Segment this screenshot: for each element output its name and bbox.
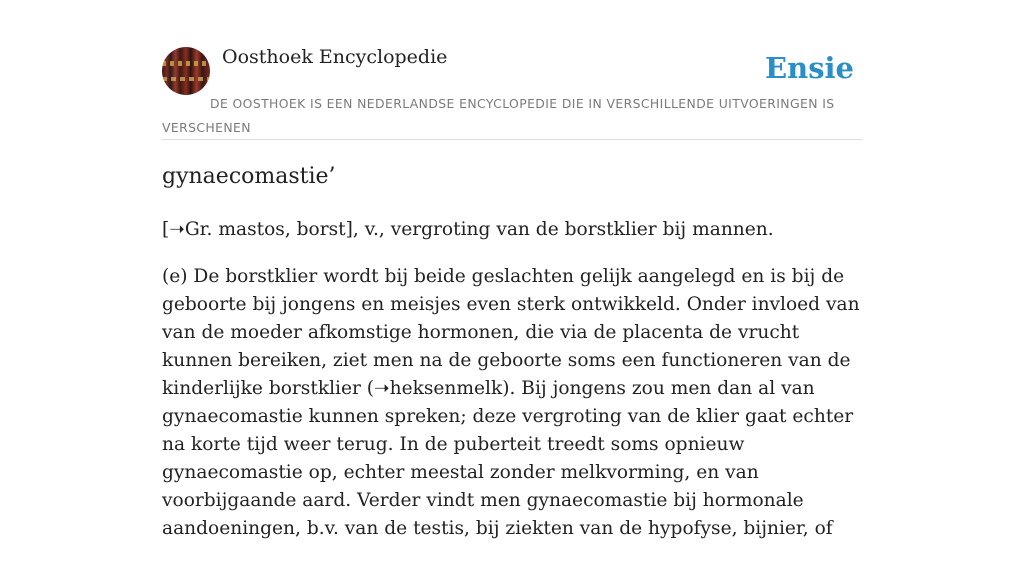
ensie-logo[interactable]: Ensie xyxy=(765,51,854,85)
site-name-link[interactable]: Oosthoek Encyclopedie xyxy=(222,46,448,68)
entry-definition: [➝Gr. mastos, borst], v., vergroting van de borstklier bij mannen. xyxy=(162,219,774,240)
entry-content xyxy=(162,216,862,562)
site-tagline: DE OOSTHOEK IS EEN NEDERLANDSE ENCYCLOPEDIE DIE IN VERSCHILLENDE UITVOERINGEN IS VERSCHENEN xyxy=(162,96,835,135)
encyclopedia-avatar[interactable] xyxy=(162,47,210,95)
entry-title: gynaecomastie’ xyxy=(162,164,336,189)
header-divider xyxy=(162,139,862,140)
entry-body-paragraph: (e) De borstklier wordt bij beide geslachten gelijk aangelegd en is bij de geboorte bij jongens en meisjes even sterk ontwikkeld. Onder invloed van van de moeder afkomstige hormonen, die via de placenta de vrucht kunnen bereiken, ziet men na de geboorte soms een functioneren van de kinderlijke borstklier (➝heksenmelk). Bij jongens zou men dan al van gynaecomastie kunnen spreken; deze vergroting van de klier gaat echter na korte tijd weer terug. In de puberteit treedt soms opnieuw gynaecomastie op, echter meestal zonder melkvorming, en van voorbijgaande aard. Verder vindt men gynaecomastie bij hormonale aandoeningen, b.v. van de testis, bij ziekten van de hypofyse, bijnier, of xyxy=(162,266,860,539)
